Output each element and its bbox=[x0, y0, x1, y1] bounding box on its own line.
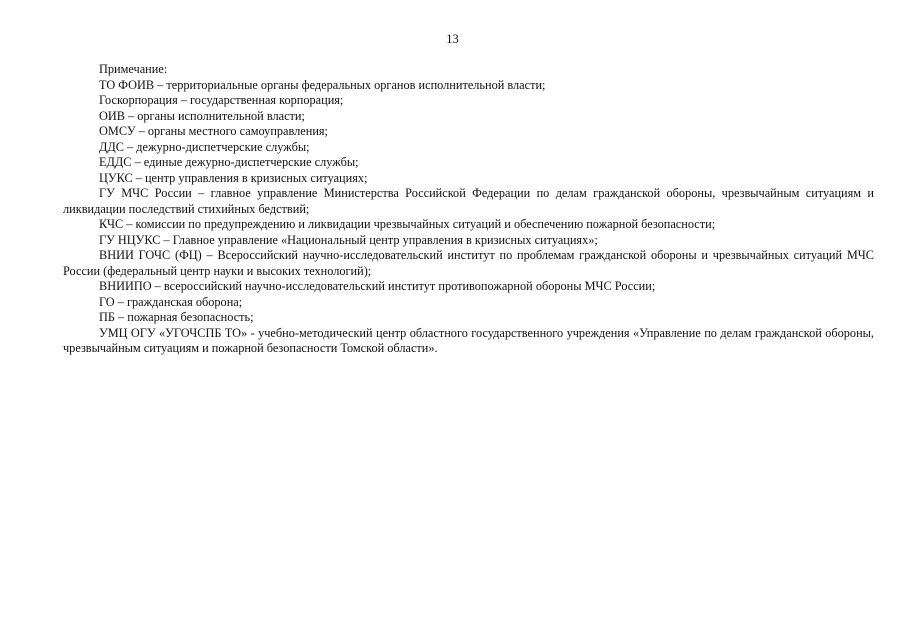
note-item: ЦУКС – центр управления в кризисных ситуациях; bbox=[99, 170, 368, 185]
note-item: ГУ МЧС России – главное управление Министерства Российской Федерации по делам гражданской обороны, чрезвычайным ситуациям и ликвидации последствий стихийных бедствий; bbox=[63, 186, 874, 216]
note-item: ПБ – пожарная безопасность; bbox=[99, 310, 254, 324]
note-item: ГО – гражданская оборона; bbox=[99, 294, 243, 309]
note-item: ДДС – дежурно-диспетчерские службы; bbox=[99, 139, 310, 154]
note-item: ВНИИ ГОЧС (ФЦ) – Всероссийский научно-исследовательский институт по проблемам гражданской обороны и чрезвычайных ситуаций МЧС России (федеральный центр науки и высоких технологий); bbox=[63, 248, 874, 278]
page-number: 13 bbox=[446, 32, 459, 46]
note-item: КЧС – комиссии по предупреждению и ликвидации чрезвычайных ситуаций и обеспечению пожарной безопасности; bbox=[99, 217, 716, 231]
note-item: ГУ НЦУКС – Главное управление «Национальный центр управления в кризисных ситуациях»; bbox=[99, 232, 598, 247]
notes-heading: Примечание: bbox=[99, 62, 168, 76]
note-item: ТО ФОИВ – территориальные органы федеральных органов исполнительной власти; bbox=[99, 77, 546, 92]
note-item: ОМСУ – органы местного самоуправления; bbox=[99, 124, 328, 138]
notes-section bbox=[63, 62, 874, 357]
note-item: УМЦ ОГУ «УГОЧСПБ ТО» - учебно-методический центр областного государственного учреждения «Управление по делам гражданской обороны, чрезвычайным ситуациям и пожарной безопасности Томской области». bbox=[63, 325, 874, 355]
note-item: Госкорпорация – государственная корпорация; bbox=[99, 93, 344, 107]
note-item: ЕДДС – единые дежурно-диспетчерские службы; bbox=[99, 155, 359, 169]
note-item: ОИВ – органы исполнительной власти; bbox=[99, 108, 305, 123]
note-item: ВНИИПО – всероссийский научно-исследовательский институт противопожарной обороны МЧС России; bbox=[99, 279, 656, 293]
